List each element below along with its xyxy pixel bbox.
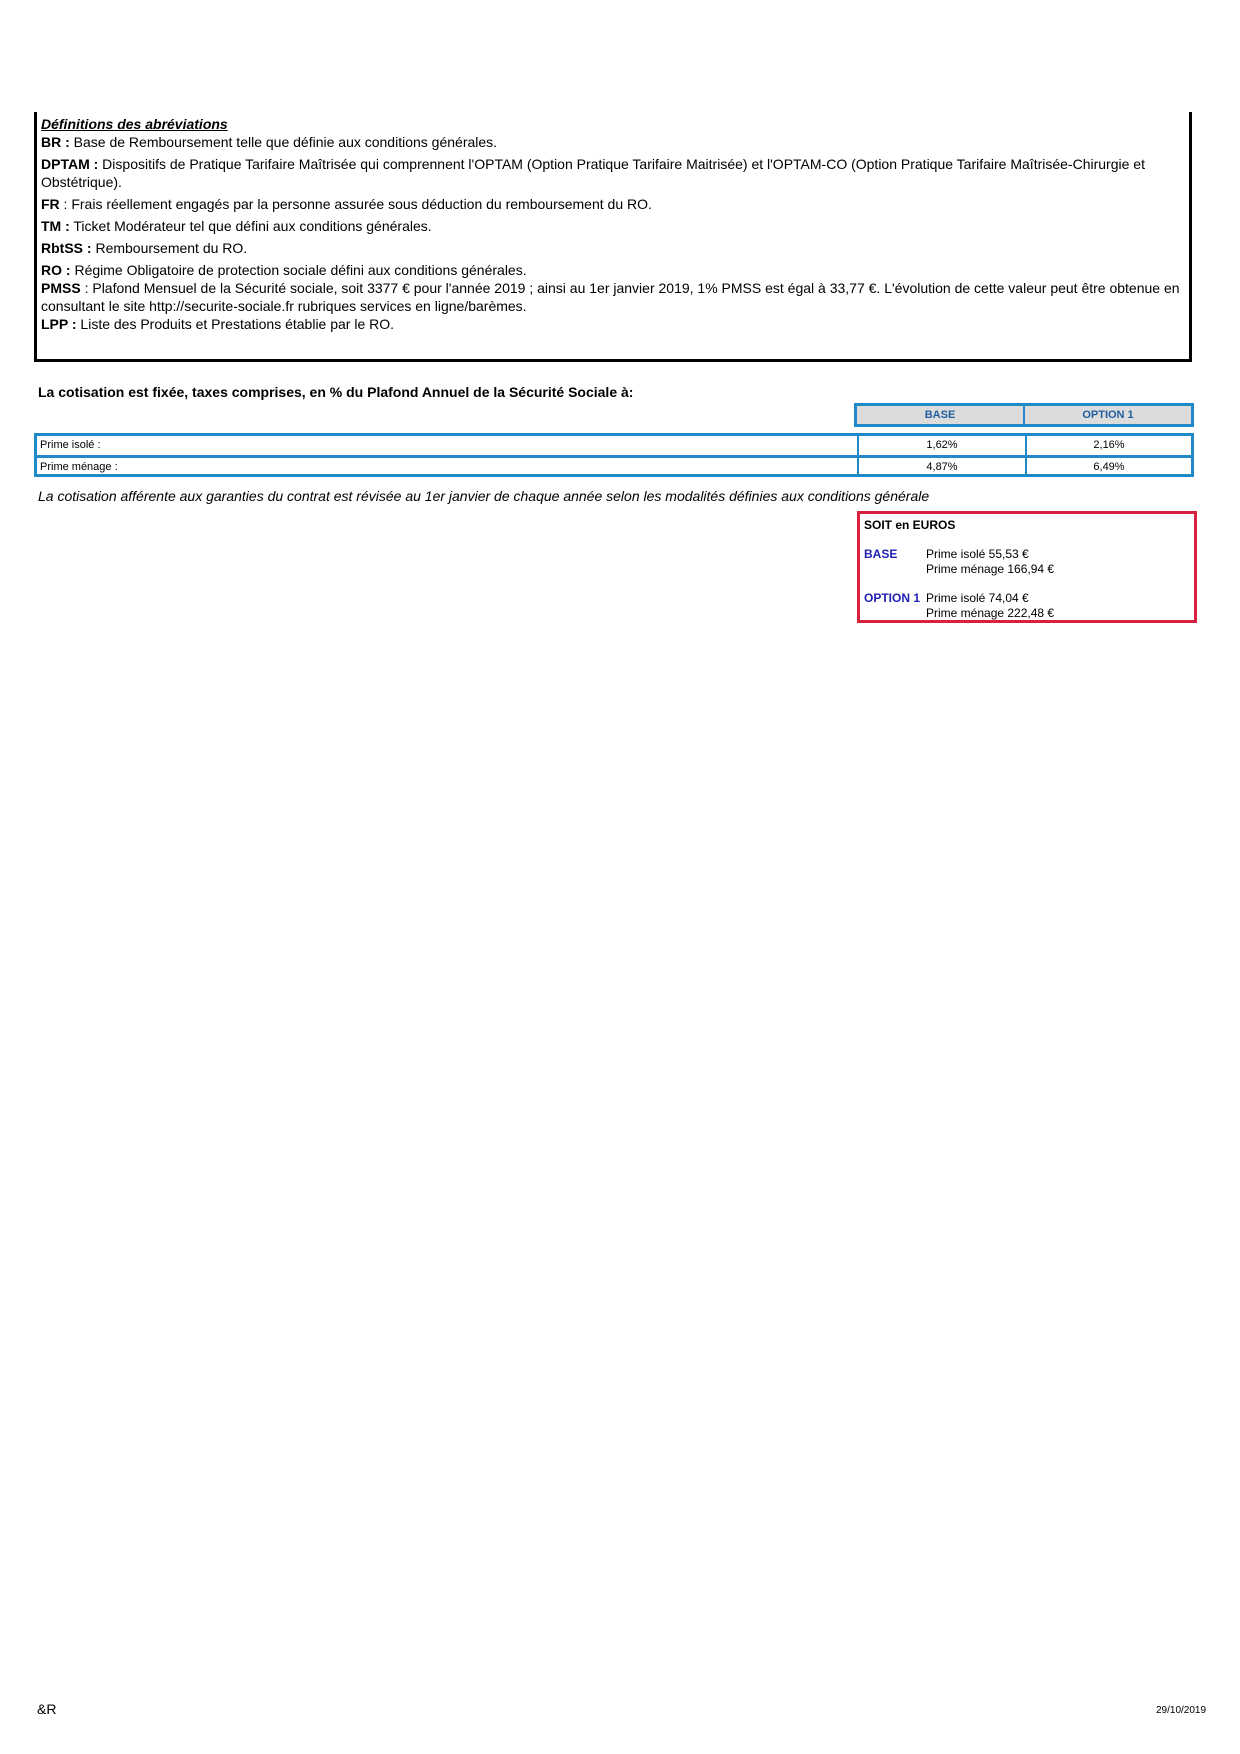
cell-base: 1,62%: [859, 436, 1027, 455]
footer-left-text: &R: [37, 1701, 57, 1717]
cell-base: 4,87%: [859, 458, 1027, 477]
definition-text: : Plafond Mensuel de la Sécurité sociale, soit 3377 € pour l'année 2019 ; ainsi au 1er janvier 2019, 1% PMSS est égal à 33,77 €. L'évolution de cette valeur peut être obtenue en consultant le site http://securite-sociale.fr rubriques services en ligne/barèmes.: [41, 280, 1180, 314]
cotisation-table: [34, 433, 1194, 477]
prime-menage-amount: Prime ménage 166,94 €: [926, 562, 1055, 576]
definition-tm: [41, 217, 1185, 235]
definition-pmss: [41, 279, 1185, 315]
column-header-option1: OPTION 1: [1023, 406, 1191, 424]
definition-abbr: LPP :: [41, 316, 77, 332]
definition-abbr: TM :: [41, 218, 70, 234]
definition-fr: [41, 195, 1185, 213]
definition-abbr: BR :: [41, 134, 70, 150]
footer-date: 29/10/2019: [1156, 1705, 1207, 1716]
column-header-base: BASE: [924, 409, 956, 421]
prime-menage-amount: Prime ménage 222,48 €: [926, 606, 1055, 620]
euro-group-option1: [864, 591, 1190, 621]
definition-br: [41, 133, 1185, 151]
prime-isole-amount: Prime isolé 55,53 €: [926, 547, 1029, 561]
table-row: [37, 436, 1191, 455]
cotisation-table-header: [854, 403, 1194, 427]
definition-rbtss: [41, 239, 1185, 257]
definition-abbr: RO :: [41, 262, 71, 278]
definition-text: Ticket Modérateur tel que défini aux conditions générales.: [69, 218, 432, 234]
definition-abbr: RbtSS :: [41, 240, 92, 256]
option-label: BASE: [864, 547, 898, 561]
definition-text: Base de Remboursement telle que définie aux conditions générales.: [69, 134, 498, 150]
definition-text: Remboursement du RO.: [91, 240, 248, 256]
prime-isole-amount: Prime isolé 74,04 €: [926, 591, 1029, 605]
euros-title: SOIT en EUROS: [864, 518, 956, 532]
definitions-box: [34, 112, 1192, 362]
definition-lpp: [41, 315, 1185, 333]
definition-text: Dispositifs de Pratique Tarifaire Maîtrisée qui comprennent l'OPTAM (Option Pratique Tarifaire Maitrisée) et l'OPTAM-CO (Option Pratique Tarifaire Maîtrisée-Chirurgie et Obstétrique).: [41, 156, 1145, 190]
euro-group-base: [864, 547, 1190, 577]
option-amounts: [926, 547, 1054, 577]
definition-ro: [41, 261, 1185, 279]
definition-abbr: FR: [41, 196, 60, 212]
definition-abbr: DPTAM :: [41, 156, 99, 172]
definition-text: Liste des Produits et Prestations établie par le RO.: [76, 316, 395, 332]
euros-box: [857, 511, 1197, 623]
definition-dptam: [41, 155, 1185, 191]
definition-text: : Frais réellement engagés par la personne assurée sous déduction du remboursement du RO.: [59, 196, 652, 212]
table-row: [37, 455, 1191, 477]
definition-text: Régime Obligatoire de protection sociale défini aux conditions générales.: [70, 262, 527, 278]
cotisation-title: La cotisation est fixée, taxes comprises, en % du Plafond Annuel de la Sécurité Sociale à:: [38, 384, 634, 400]
cell-option1: 6,49%: [1093, 461, 1125, 473]
row-label: Prime isolé :: [37, 436, 859, 455]
option-amounts: [926, 591, 1054, 621]
cell-option1: 2,16%: [1093, 439, 1125, 451]
option-label: OPTION 1: [864, 591, 921, 605]
revision-note: La cotisation afférente aux garanties du contrat est révisée au 1er janvier de chaque année selon les modalités définies aux conditions générale: [38, 488, 930, 504]
row-label: Prime ménage :: [37, 458, 859, 477]
definitions-title: Définitions des abréviations: [41, 116, 228, 132]
definition-abbr: PMSS: [41, 280, 81, 296]
